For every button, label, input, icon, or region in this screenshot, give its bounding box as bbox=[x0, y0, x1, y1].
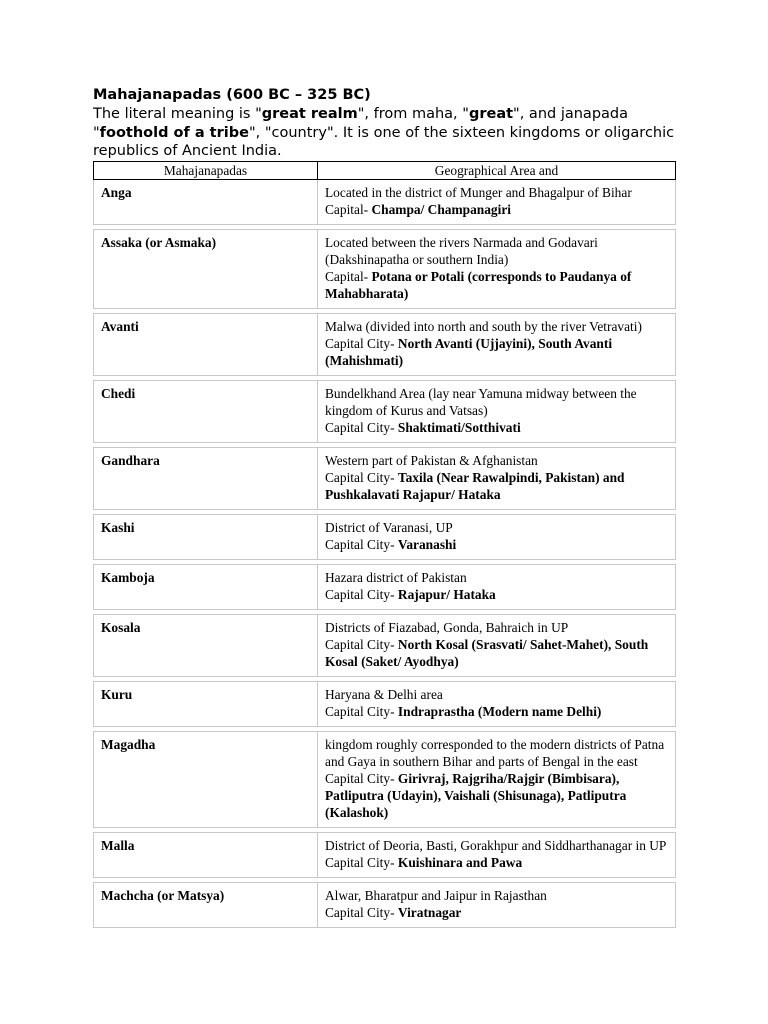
table-row bbox=[94, 832, 676, 877]
capital-label: Capital City- bbox=[325, 419, 398, 435]
capital-value: North Kosal (Srasvati/ Sahet-Mahet), South Kosal (Saket/ Ayodhya) bbox=[325, 636, 649, 669]
capital-value: Indraprastha (Modern name Delhi) bbox=[397, 703, 602, 719]
capital-line bbox=[325, 904, 669, 921]
area-text: Located in the district of Munger and Bhagalpur of Bihar bbox=[325, 184, 632, 200]
intro-paragraph bbox=[93, 105, 675, 161]
janapada-name-kamboja: Kamboja bbox=[94, 564, 318, 609]
janapada-name-assaka-or-asmaka: Assaka (or Asmaka) bbox=[94, 229, 318, 308]
area-cell-avanti bbox=[318, 313, 676, 375]
area-text: Districts of Fiazabad, Gonda, Bahraich in UP bbox=[325, 619, 569, 635]
capital-value: North Avanti (Ujjayini), South Avanti (Mahishmati) bbox=[325, 335, 613, 368]
intro-text-4: ", "country". It is one of the sixteen kingdoms or oligarchic republics of Ancient India. bbox=[93, 124, 675, 159]
capital-value: Varanashi bbox=[397, 536, 457, 552]
capital-line bbox=[325, 636, 669, 670]
header-geographical-area: Geographical Area and bbox=[318, 161, 676, 179]
area-cell-chedi bbox=[318, 380, 676, 442]
capital-line bbox=[325, 469, 669, 503]
capital-value: Viratnagar bbox=[397, 904, 462, 920]
capital-line bbox=[325, 854, 669, 871]
area-cell-kamboja bbox=[318, 564, 676, 609]
area-text: District of Varanasi, UP bbox=[325, 519, 453, 535]
area-cell-machcha-or-matsya bbox=[318, 882, 676, 927]
capital-line bbox=[325, 268, 669, 302]
area-cell-kosala bbox=[318, 614, 676, 676]
capital-line bbox=[325, 703, 669, 720]
table-header-row bbox=[94, 161, 676, 179]
intro-text-3: ", and janapada " bbox=[93, 106, 628, 141]
table-row bbox=[94, 313, 676, 375]
capital-label: Capital City- bbox=[325, 904, 398, 920]
janapada-name-gandhara: Gandhara bbox=[94, 447, 318, 509]
janapada-name-magadha: Magadha bbox=[94, 731, 318, 827]
capital-value: Champa/ Champanagiri bbox=[371, 201, 511, 217]
table-row bbox=[94, 514, 676, 559]
table-row bbox=[94, 882, 676, 927]
area-text: Bundelkhand Area (lay near Yamuna midway between the kingdom of Kurus and Vatsas) bbox=[325, 385, 637, 418]
intro-bold-1: great realm bbox=[261, 106, 358, 122]
area-text: Hazara district of Pakistan bbox=[325, 569, 467, 585]
area-cell-kuru bbox=[318, 681, 676, 726]
intro-text-2: ", from maha, " bbox=[357, 106, 469, 122]
capital-label: Capital City- bbox=[325, 536, 398, 552]
capital-value: Girivraj, Rajgriha/Rajgir (Bimbisara), Patliputra (Udayin), Vaishali (Shisunaga), Patliputra (Kalashok) bbox=[325, 770, 627, 820]
document-heading: Mahajanapadas (600 BC – 325 BC) bbox=[93, 87, 371, 103]
area-text: Located between the rivers Narmada and Godavari (Dakshinapatha or southern India) bbox=[325, 234, 598, 267]
janapada-name-malla: Malla bbox=[94, 832, 318, 877]
capital-label: Capital- bbox=[325, 201, 372, 217]
capital-line bbox=[325, 335, 669, 369]
document-page bbox=[93, 86, 675, 928]
area-text: Western part of Pakistan & Afghanistan bbox=[325, 452, 538, 468]
area-text: Alwar, Bharatpur and Jaipur in Rajasthan bbox=[325, 887, 547, 903]
capital-label: Capital City- bbox=[325, 770, 398, 786]
capital-value: Kuishinara and Pawa bbox=[397, 854, 523, 870]
table-row bbox=[94, 564, 676, 609]
capital-label: Capital City- bbox=[325, 703, 398, 719]
area-cell-anga bbox=[318, 179, 676, 224]
capital-line bbox=[325, 201, 669, 218]
area-text: District of Deoria, Basti, Gorakhpur and Siddharthanagar in UP bbox=[325, 837, 667, 853]
table-row bbox=[94, 380, 676, 442]
capital-value: Shaktimati/Sotthivati bbox=[397, 419, 521, 435]
intro-bold-3: foothold of a tribe bbox=[99, 124, 249, 141]
intro-bold-2: great bbox=[468, 106, 514, 122]
table-body bbox=[94, 179, 676, 927]
janapada-name-anga: Anga bbox=[94, 179, 318, 224]
capital-label: Capital City- bbox=[325, 586, 398, 602]
header-mahajanapadas: Mahajanapadas bbox=[94, 161, 318, 179]
janapada-name-chedi: Chedi bbox=[94, 380, 318, 442]
area-cell-kashi bbox=[318, 514, 676, 559]
area-cell-assaka-or-asmaka bbox=[318, 229, 676, 308]
janapada-name-kuru: Kuru bbox=[94, 681, 318, 726]
capital-label: Capital City- bbox=[325, 854, 398, 870]
janapada-name-kosala: Kosala bbox=[94, 614, 318, 676]
capital-value: Potana or Potali (corresponds to Paudanya of Mahabharata) bbox=[325, 268, 632, 301]
janapada-name-kashi: Kashi bbox=[94, 514, 318, 559]
area-cell-magadha bbox=[318, 731, 676, 827]
intro-text-1: The literal meaning is " bbox=[93, 106, 262, 122]
capital-line bbox=[325, 419, 669, 436]
capital-line bbox=[325, 770, 669, 821]
janapada-name-avanti: Avanti bbox=[94, 313, 318, 375]
capital-line bbox=[325, 536, 669, 553]
area-text: Haryana & Delhi area bbox=[325, 686, 443, 702]
capital-label: Capital City- bbox=[325, 636, 398, 652]
janapada-name-machcha-or-matsya: Machcha (or Matsya) bbox=[94, 882, 318, 927]
area-text: Malwa (divided into north and south by the river Vetravati) bbox=[325, 318, 642, 334]
area-cell-malla bbox=[318, 832, 676, 877]
table-row bbox=[94, 229, 676, 308]
area-text: kingdom roughly corresponded to the modern districts of Patna and Gaya in southern Bihar and parts of Bengal in the east bbox=[325, 736, 665, 769]
table-row bbox=[94, 179, 676, 224]
table-row bbox=[94, 447, 676, 509]
table-row bbox=[94, 731, 676, 827]
capital-label: Capital City- bbox=[325, 469, 398, 485]
table-row bbox=[94, 614, 676, 676]
capital-label: Capital- bbox=[325, 268, 372, 284]
capital-line bbox=[325, 586, 669, 603]
mahajanapadas-table bbox=[93, 161, 676, 928]
table-row bbox=[94, 681, 676, 726]
capital-value: Rajapur/ Hataka bbox=[397, 586, 496, 602]
area-cell-gandhara bbox=[318, 447, 676, 509]
capital-value: Taxila (Near Rawalpindi, Pakistan) and Pushkalavati Rajapur/ Hataka bbox=[325, 469, 625, 502]
capital-label: Capital City- bbox=[325, 335, 398, 351]
